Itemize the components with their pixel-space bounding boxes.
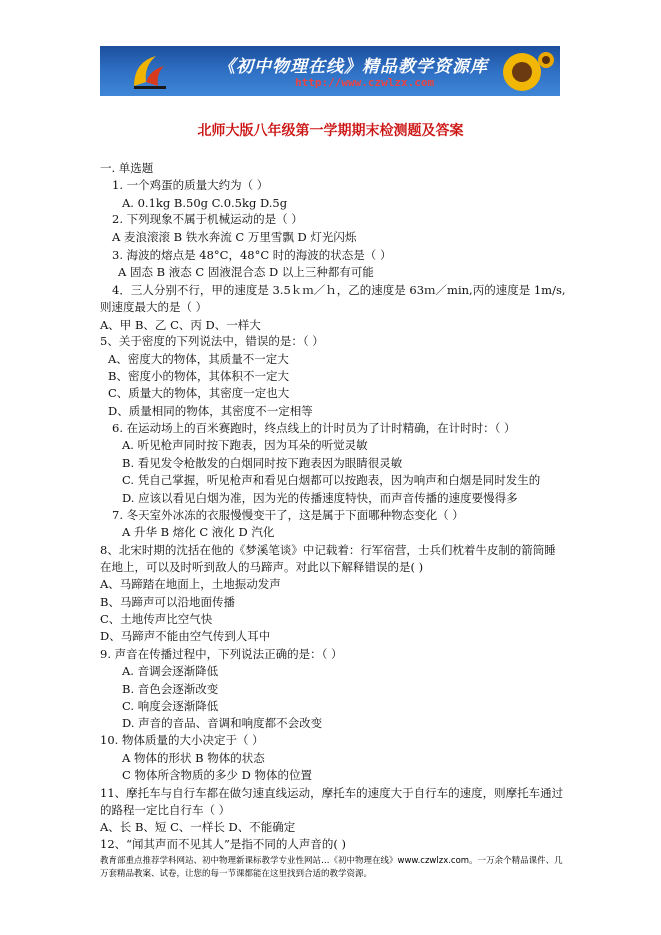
text-line: C. 凭自己掌握，听见枪声和看见白烟都可以按跑表，因为响声和白烟是同时发生的 xyxy=(122,473,541,487)
text-line: D. 声音的音品、音调和响度都不会改变 xyxy=(122,716,323,730)
text-line: A、长 B、短 C、一样长 D、不能确定 xyxy=(100,820,296,834)
text-line: A. 音调会逐渐降低 xyxy=(122,664,219,678)
text-line: 则速度最大的是（ ） xyxy=(100,300,208,314)
banner-url[interactable]: http://www.czwlzx.com xyxy=(295,76,435,89)
banner-slogan: 《初中物理在线》精品教学资源库 xyxy=(218,57,488,77)
text-line: 的路程一定比自行车（ ） xyxy=(100,803,231,817)
text-line: 5、关于密度的下列说法中，错误的是：（ ） xyxy=(100,334,324,348)
text-line: D、质量相同的物体，其密度不一定相等 xyxy=(108,404,313,418)
text-line: A 物体的形状 B 物体的状态 xyxy=(122,751,265,765)
text-line: A 麦浪滚滚 B 铁水奔流 C 万里雪飘 D 灯光闪烁 xyxy=(112,230,357,244)
document-title: 北师大版八年级第一学期期末检测题及答案 xyxy=(197,123,464,139)
footer-note: 教育部重点推荐学科网站、初中物理新课标教学专业性网站…《初中物理在线》www.czwlzx.com。一万余个精品课件、几万套精品教案、试卷，让您的每一节课都能在这里找到合适的教学资源。 xyxy=(100,856,563,879)
text-line: 3. 海波的熔点是 48°C，48°C 时的海波的状态是（ ） xyxy=(112,248,392,262)
header-banner xyxy=(100,46,560,96)
text-line: 12、“闻其声而不见其人”是指不同的人声音的( ) xyxy=(100,837,347,851)
text-line: B. 看见发令枪散发的白烟同时按下跑表因为眼睛很灵敏 xyxy=(122,456,403,470)
text-line: A 升华 B 熔化 C 液化 D 汽化 xyxy=(122,525,275,539)
text-line: B、密度小的物体，其体积不一定大 xyxy=(108,369,289,383)
text-line: B、马蹄声可以沿地面传播 xyxy=(100,595,235,609)
text-line: D. 应该以看见白烟为准，因为光的传播速度特快，而声音传播的速度要慢得多 xyxy=(122,491,518,505)
text-line: C、土地传声比空气快 xyxy=(100,612,213,626)
text-line: 9. 声音在传播过程中，下列说法正确的是：（ ） xyxy=(100,647,343,661)
text-line: A、密度大的物体，其质量不一定大 xyxy=(108,352,289,366)
text-line: A、甲 B、乙 C、丙 D、一样大 xyxy=(100,318,261,332)
text-line: 一. 单选题 xyxy=(100,161,154,175)
text-line: A. 听见枪声同时按下跑表，因为耳朵的听觉灵敏 xyxy=(122,438,368,452)
text-line: A. 0.1kg B.50g C.0.5kg D.5g xyxy=(122,196,288,210)
text-line: 1. 一个鸡蛋的质量大约为（ ） xyxy=(112,178,269,192)
text-line: 7. 冬天室外冰冻的衣服慢慢变干了，这是属于下面哪种物态变化（ ） xyxy=(112,508,464,522)
text-line: A 固态 B 液态 C 固液混合态 D 以上三种都有可能 xyxy=(118,265,374,279)
text-line: 11、摩托车与自行车都在做匀速直线运动，摩托车的速度大于自行车的速度，则摩托车通过 xyxy=(100,786,564,800)
text-line: 在地上，可以及时听到敌人的马蹄声。对此以下解释错误的是( ) xyxy=(100,560,424,574)
text-line: A、马蹄踏在地面上，土地振动发声 xyxy=(100,577,281,591)
sunflower-icon xyxy=(474,50,554,94)
text-line: 8、北宋时期的沈括在他的《梦溪笔谈》中记载着：行军宿营，士兵们枕着牛皮制的箭筒睡 xyxy=(100,543,556,557)
text-line: C. 响度会逐渐降低 xyxy=(122,699,219,713)
text-line: C 物体所含物质的多少 D 物体的位置 xyxy=(122,768,312,782)
text-line: 10. 物体质量的大小决定于（ ） xyxy=(100,733,264,747)
text-line: 6. 在运动场上的百米赛跑时，终点线上的计时员为了计时精确，在计时时：（ ） xyxy=(112,421,516,435)
text-line: B. 音色会逐渐改变 xyxy=(122,682,219,696)
text-line: 4．三人分别不行，甲的速度是 3.5ｋｍ／ｈ，乙的速度是 63ｍ／min,丙的速度是 1m/s, xyxy=(112,283,566,297)
text-line: C、质量大的物体，其密度一定也大 xyxy=(108,386,290,400)
text-line: 2. 下列现象不属于机械运动的是（ ） xyxy=(112,212,303,226)
site-logo xyxy=(130,52,170,90)
text-line: D、马蹄声不能由空气传到人耳中 xyxy=(100,629,271,643)
